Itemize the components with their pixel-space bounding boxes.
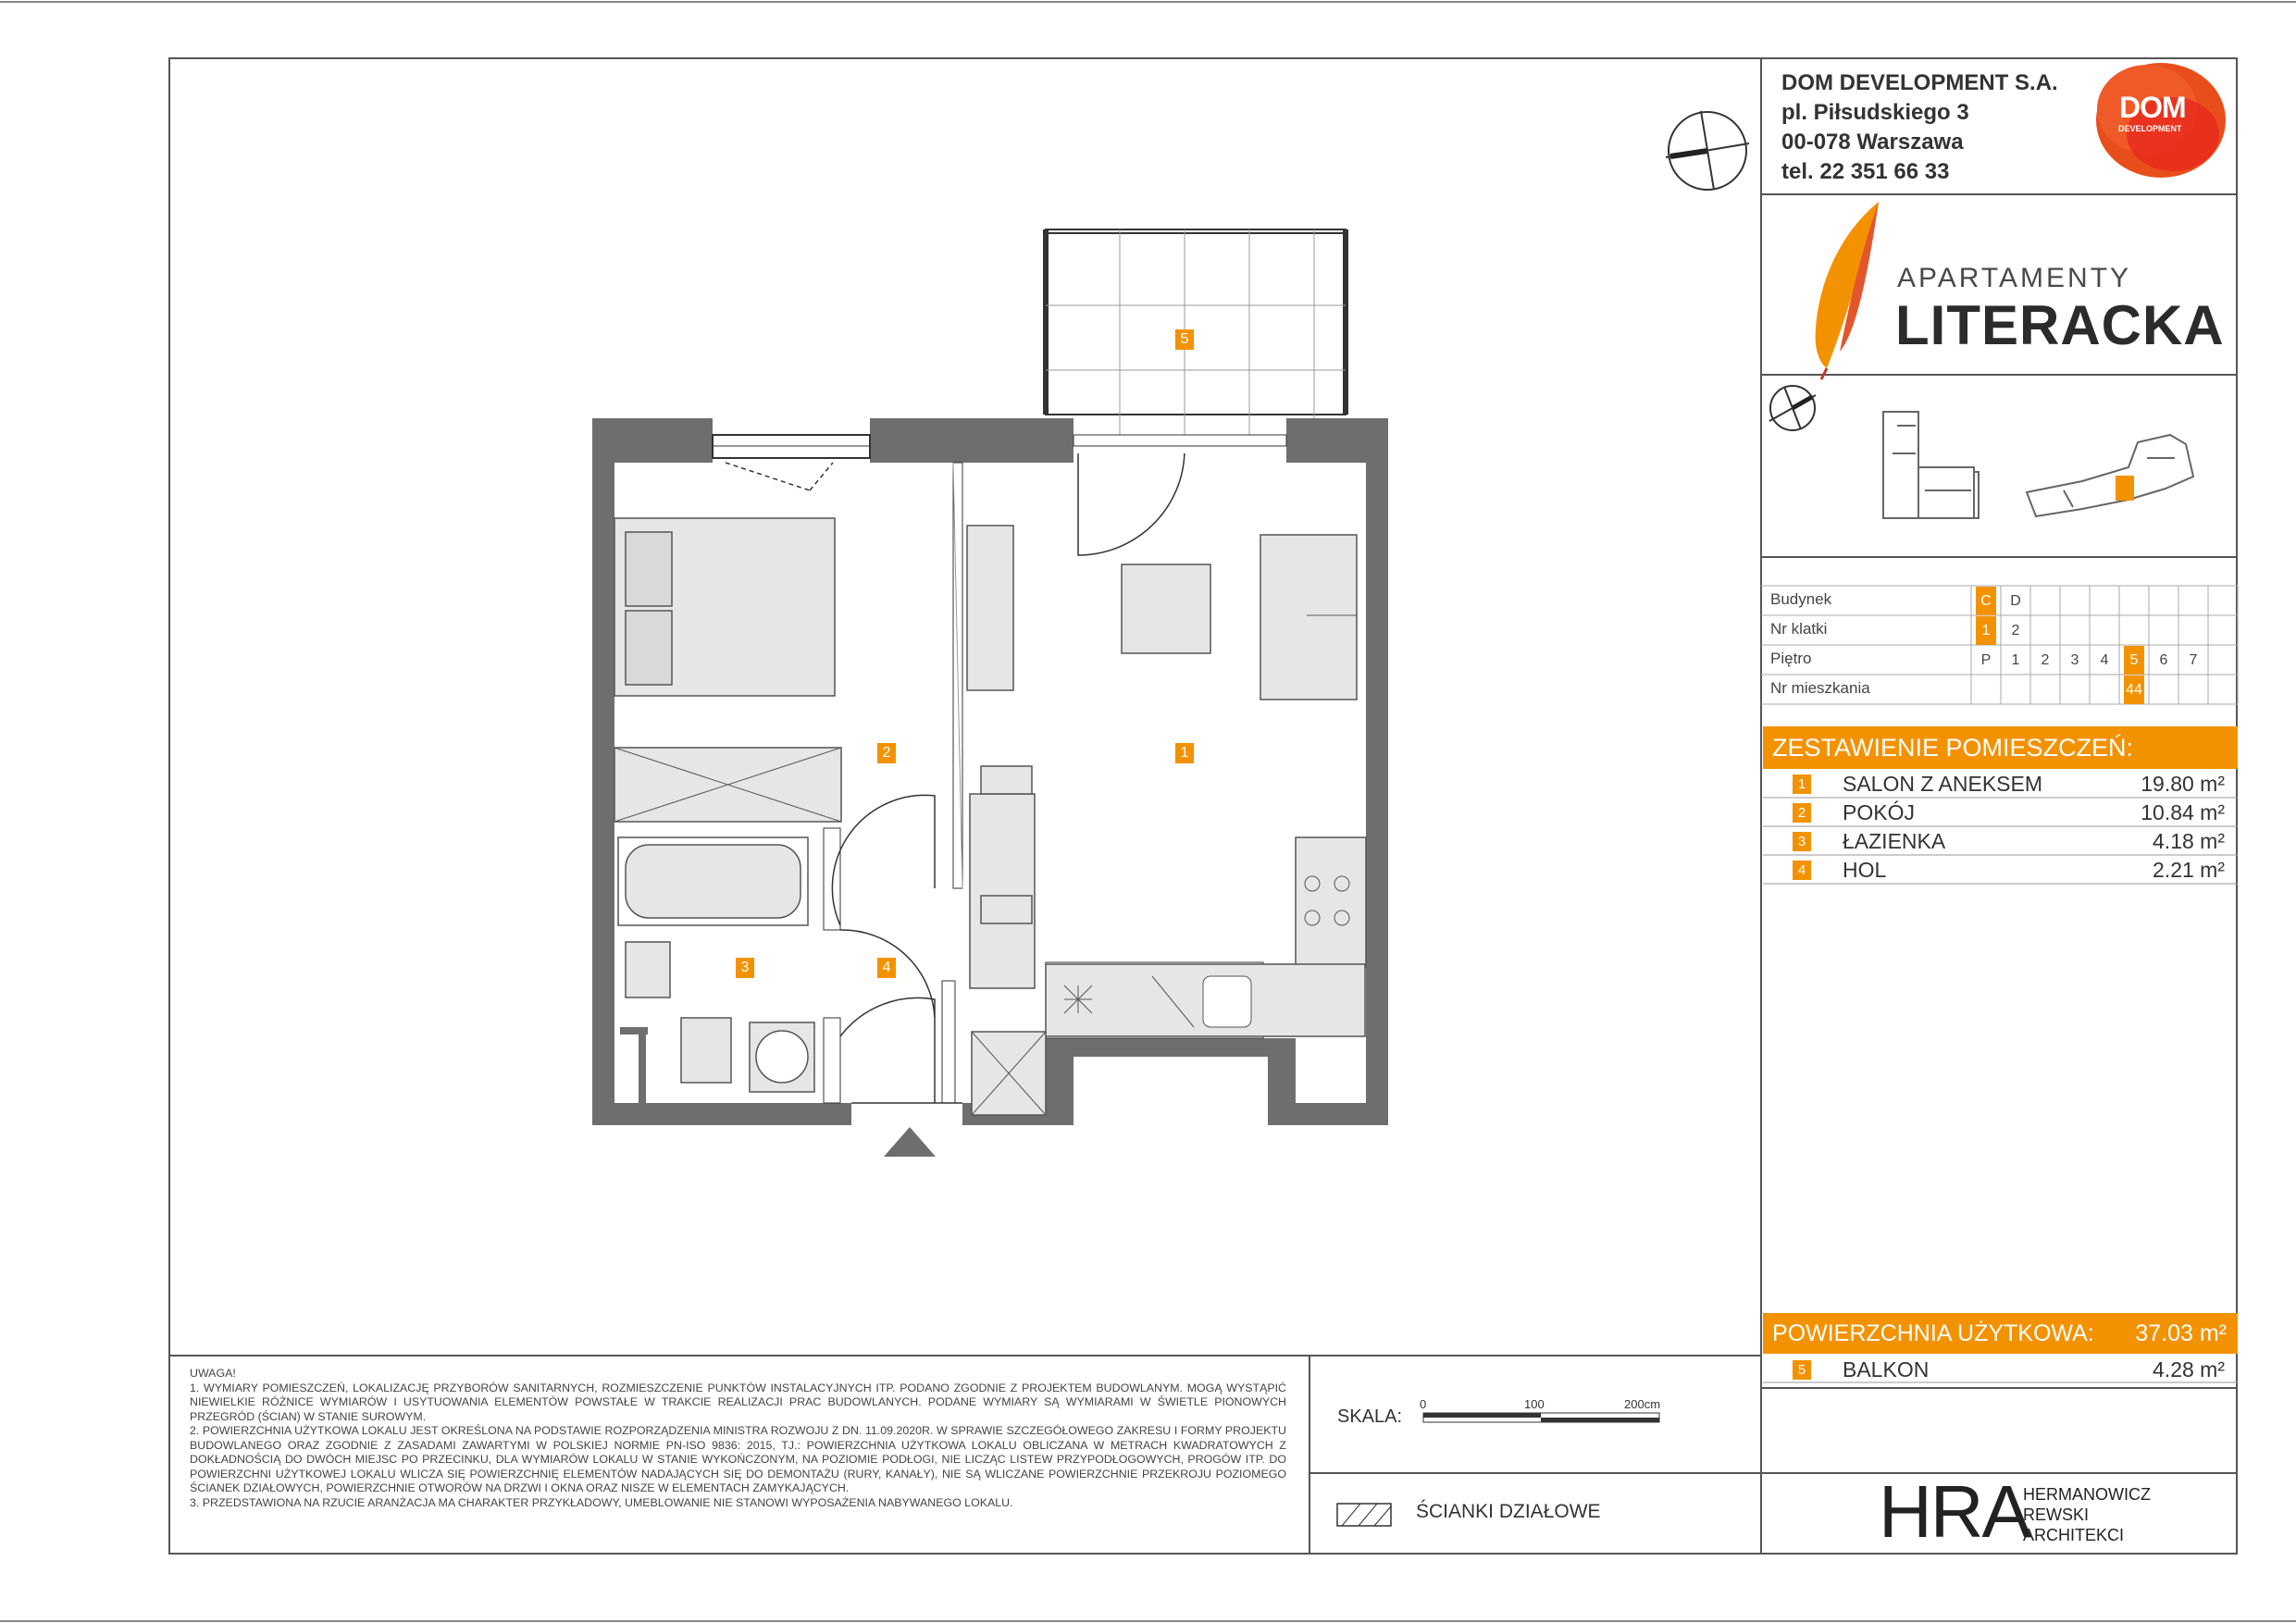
grid-cell (2178, 587, 2208, 615)
grid-cell: 3 (2070, 652, 2079, 668)
key-plan-building (1883, 412, 1979, 518)
room-num: 4 (1793, 861, 1811, 880)
architect-line2: REWSKI (2023, 1505, 2090, 1524)
grid-cell (2030, 587, 2060, 615)
grid-cell (2149, 587, 2178, 615)
grid-cell (2090, 616, 2119, 645)
grid-row-label: Piętro (1770, 650, 1812, 667)
grid-cell: 2 (2011, 623, 2020, 638)
note-2: 2. POWIERZCHNIA UŻYTKOWA LOKALU JEST OKREŚLONA NA PODSTAWIE ROZPORZĄDZENIA MINISTRA ROZWOJU Z DN. 11.09.2020R. W SPRAWIE SZCZEGÓŁOWEGO ZAKRESU I FORMY PROJEKTU BUDOWLANEGO ORAZ ZGODNIE Z ZASADAMI ZAWARTYMI W POLSKIEJ NORMIE PN-ISO 9836: 2015, TJ.: POWIERZCHNIA UŻYTKOWA LOKALU OBLICZANA W METRACH KWADRATOWYCH Z DOKŁADNOŚCIĄ DO DWÓCH MIEJSC PO PRZECINKU, DLA WYMIARÓW LOKALU W STANIE WYKOŃCZONYM, NA POZIOMIE PODŁOGI, NIE LICZĄC LISTEW PRZYPODŁOGOWYCH, PROGÓW ITP. DO POWIERZCHNI UŻYTKOWEJ LOKALU WLICZA SIĘ POWIERZCHNIĘ ELEMENTÓW NADAJĄCYCH SIĘ DO DEMONTAŻU (RURY, KANAŁY), NIE SĄ WLICZANE POWIERZCHNIE PRZEKROJU POZIOMEGO ŚCIANEK DZIAŁOWYCH, POWIERZCHNIE OTWORÓW NA DRZWI I OKNA ORAZ NISZE W ELEMENTACH ZAMYKAJĄCYCH. (190, 1424, 1286, 1494)
grid-cell (1971, 675, 2001, 704)
balcony-num: 5 (1793, 1360, 1811, 1380)
note-3: 3. PRZEDSTAWIONA NA RZUCIE ARANŻACJA MA CHARAKTER PRZYKŁADOWY, UMEBLOWANIE NIE STANOWI WYPOSAŻENIA NABYWANEGO LOKALU. (190, 1495, 1013, 1509)
room-row (1763, 799, 2238, 827)
grid-cell (2178, 675, 2208, 704)
room-name: HOL (1843, 858, 1887, 882)
room-area: 2.21 m² (2153, 858, 2225, 882)
grid-cell: P (1980, 652, 1992, 668)
usable-area-label: POWIERZCHNIA UŻYTKOWA: (1772, 1320, 2094, 1346)
room-name: ŁAZIENKA (1843, 829, 1946, 853)
partition-legend-swatch (1337, 1504, 1391, 1526)
plan-label-bathroom: 3 (736, 958, 754, 978)
grid-cell: 44 (2124, 675, 2144, 704)
plan-label-living: 1 (1175, 743, 1194, 763)
room-num: 3 (1793, 832, 1811, 851)
plan-label-balcony: 5 (1175, 329, 1194, 350)
grid-cell (2208, 646, 2238, 675)
dom-logo-word: DOM (2119, 91, 2186, 124)
grid-cell (2060, 675, 2090, 704)
grid-cell (2090, 587, 2119, 615)
grid-cell: 1 (2011, 652, 2020, 668)
architect-logo: HRA (1879, 1470, 2029, 1553)
room-area: 4.18 m² (2153, 829, 2225, 853)
grid-cell: 1 (1976, 616, 1996, 645)
grid-row-label: Budynek (1770, 590, 1832, 608)
furniture (614, 518, 1366, 1115)
project-brand (1805, 196, 2225, 372)
scale-label: SKALA: (1337, 1406, 1403, 1427)
grid-cell (2060, 587, 2090, 615)
room-row (1763, 856, 2238, 885)
notes-block (190, 1367, 1286, 1510)
compass-icon (1666, 111, 1749, 190)
plan-label-hall: 4 (877, 958, 896, 978)
room-num: 2 (1793, 803, 1811, 823)
usable-area-value: 37.03 m² (2135, 1320, 2227, 1346)
scale-tick-200: 200cm (1624, 1397, 1661, 1411)
room-area: 10.84 m² (2141, 800, 2225, 824)
architect-name (2023, 1484, 2151, 1545)
scale-bar (1423, 1413, 1659, 1422)
architect-line1: HERMANOWICZ (2023, 1485, 2151, 1504)
scale-tick-100: 100 (1524, 1397, 1545, 1411)
notes-title: UWAGA! (190, 1367, 236, 1380)
room-num: 1 (1793, 774, 1811, 794)
grid-cell (2090, 675, 2119, 704)
brand-line2: LITERACKA (1895, 294, 2225, 356)
usable-area-total (1763, 1313, 2238, 1354)
plan-label-room: 2 (877, 743, 896, 763)
grid-cell (2149, 675, 2178, 704)
company-phone: tel. 22 351 66 33 (1781, 159, 1950, 184)
grid-cell: C (1976, 587, 1996, 615)
grid-cell (2060, 616, 2090, 645)
grid-cell: 7 (2189, 652, 2198, 668)
grid-cell (2119, 587, 2149, 615)
grid-cell: 2 (2041, 652, 2050, 668)
room-row (1763, 827, 2238, 856)
balcony-area: 4.28 m² (2153, 1357, 2225, 1381)
balcony (1046, 229, 1346, 435)
company-address (1781, 68, 2058, 187)
legend-partition-walls: ŚCIANKI DZIAŁOWE (1416, 1501, 1601, 1522)
grid-cell: D (2010, 593, 2021, 609)
rooms-summary-title: ZESTAWIENIE POMIESZCZEŃ: (1763, 726, 2238, 769)
room-row (1763, 770, 2238, 799)
grid-cell (2149, 616, 2178, 645)
grid-cell (2208, 587, 2238, 615)
room-name: SALON Z ANEKSEM (1843, 772, 2043, 796)
grid-cell (2030, 616, 2060, 645)
note-1: 1. WYMIARY POMIESZCZEŃ, LOKALIZACJĘ PRZYBORÓW SANITARNYCH, ROZMIESZCZENIE PUNKTÓW INSTALACYJNYCH ITP. PODANO ZGODNIE Z PROJEKTEM BUDOWLANYM. MOGĄ WYSTĄPIĆ NIEWIELKIE RÓŻNICE WYMIARÓW I USYTUOWANIA ELEMENTÓW POWSTAŁE W TRAKCIE REALIZACJI PRAC BUDOWLANYCH. PODANE WYMIARY SĄ WYMIARAMI W ŚWIETLE PIONOWYCH PRZEGRÓD (ŚCIAN) W STANIE SUROWYM. (190, 1381, 1286, 1423)
company-street: pl. Piłsudskiego 3 (1781, 100, 1969, 125)
brand-line1: APARTAMENTY (1897, 263, 2132, 293)
grid-cell: 5 (2124, 646, 2144, 675)
dom-logo-sub: DEVELOPMENT (2118, 124, 2182, 133)
grid-cell (2208, 675, 2238, 704)
grid-row-label: Nr klatki (1770, 620, 1828, 638)
grid-cell (2208, 616, 2238, 645)
compass-small-icon (1769, 386, 1816, 430)
key-plan-site (2027, 435, 2193, 516)
grid-cell (2119, 616, 2149, 645)
grid-cell: 4 (2100, 652, 2109, 668)
company-city: 00-078 Warszawa (1781, 130, 1964, 155)
balcony-row (1763, 1356, 2238, 1384)
balcony-name: BALKON (1843, 1357, 1930, 1381)
architect-line3: ARCHITEKCI (2023, 1526, 2125, 1544)
grid-cell (2001, 675, 2030, 704)
grid-cell: 6 (2159, 652, 2168, 668)
grid-row-label: Nr mieszkania (1770, 679, 1870, 697)
entrance-arrow-icon (884, 1127, 936, 1157)
grid-cell (2030, 675, 2060, 704)
scale-tick-0: 0 (1420, 1397, 1427, 1411)
room-name: POKÓJ (1843, 800, 1915, 824)
company-name: DOM DEVELOPMENT S.A. (1781, 70, 2058, 95)
grid-cell (2178, 616, 2208, 645)
room-area: 19.80 m² (2141, 772, 2225, 796)
